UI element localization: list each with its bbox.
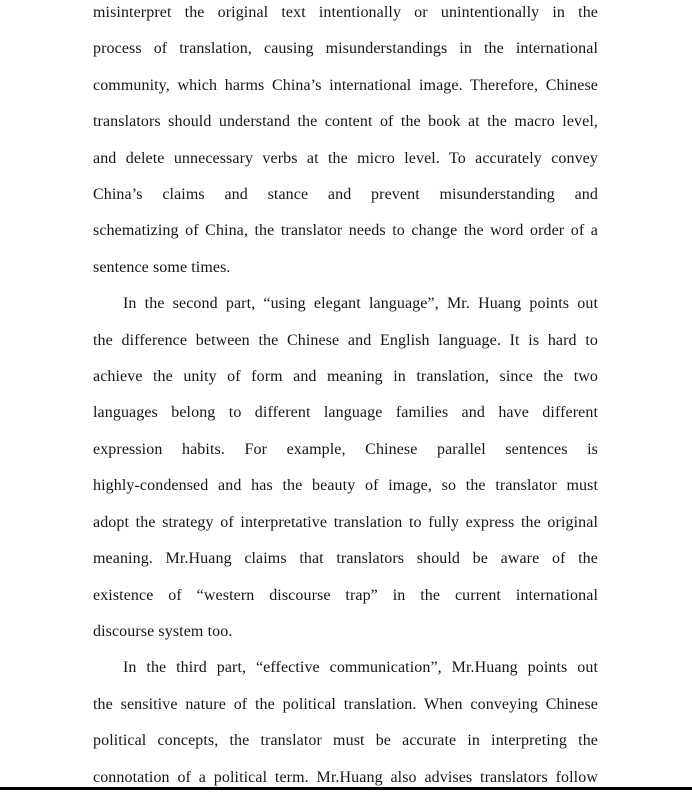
text-line: community, which harms China’s international image. Therefore, Chinese [93, 76, 598, 94]
page-bottom-rule [0, 787, 692, 790]
paragraph-start-line: In the third part, “effective communication”, Mr.Huang points out [123, 659, 598, 677]
text-line: process of translation, causing misunderstandings in the international [93, 40, 598, 58]
text-line: existence of “western discourse trap” in the current international [93, 586, 598, 604]
text-line: languages belong to different language families and have different [93, 404, 598, 422]
text-line: translators should understand the content of the book at the macro level, [93, 113, 598, 131]
paragraph-end-line: sentence some times. [93, 258, 231, 276]
text-line: meaning. Mr.Huang claims that translators should be aware of the [93, 550, 598, 568]
text-line: schematizing of China, the translator needs to change the word order of a [93, 222, 598, 240]
text-line: expression habits. For example, Chinese parallel sentences is [93, 440, 598, 458]
text-line: the difference between the Chinese and English language. It is hard to [93, 331, 598, 349]
body-text [93, 0, 598, 796]
text-line: highly-condensed and has the beauty of image, so the translator must [93, 477, 598, 495]
text-line: the sensitive nature of the political translation. When conveying Chinese [93, 695, 598, 713]
text-line: China’s claims and stance and prevent misunderstanding and [93, 186, 598, 204]
text-line: and delete unnecessary verbs at the micro level. To accurately convey [93, 149, 598, 167]
text-line: connotation of a political term. Mr.Huang also advises translators follow [93, 768, 598, 786]
text-line: political concepts, the translator must be accurate in interpreting the [93, 732, 598, 750]
paragraph-end-line: discourse system too. [93, 622, 233, 640]
text-line: misinterpret the original text intentionally or unintentionally in the [93, 4, 598, 21]
paragraph-start-line: In the second part, “using elegant language”, Mr. Huang points out [123, 295, 598, 313]
text-line: adopt the strategy of interpretative translation to fully express the original [93, 513, 598, 531]
text-line: achieve the unity of form and meaning in translation, since the two [93, 368, 598, 386]
